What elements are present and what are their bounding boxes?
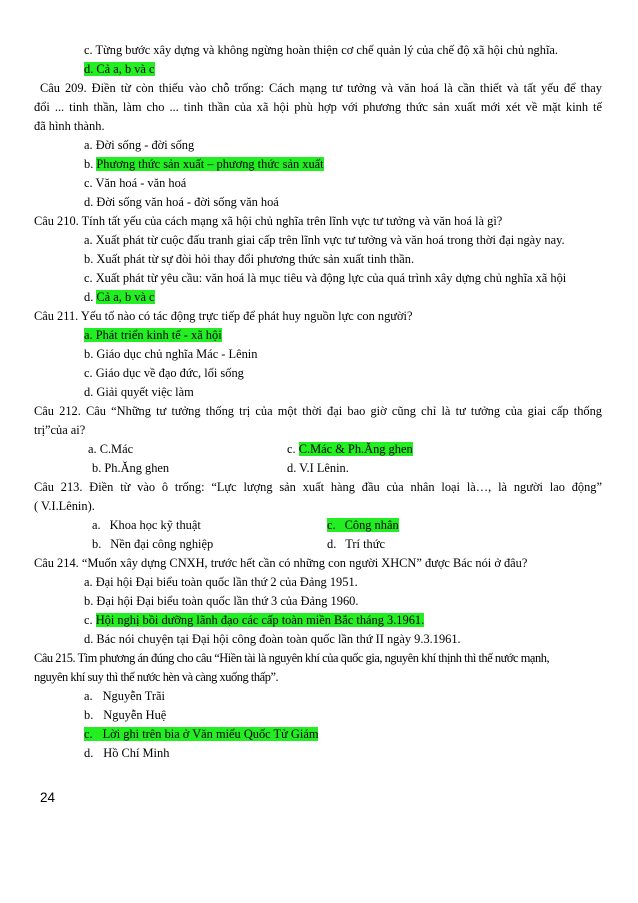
option-text: Trí thức (345, 537, 385, 551)
q210-option-b: b. Xuất phát từ sự đòi hỏi thay đổi phương thức sản xuất tinh thần. (84, 252, 415, 266)
q209-question-line1: Câu 209. Điền từ còn thiếu vào chỗ trống: Cách mạng tư tưởng và văn hoá là cần thiết và tất yếu để thay (40, 81, 602, 95)
q211-option-b: b. Giáo dục chủ nghĩa Mác - Lênin (84, 347, 258, 361)
q213-question-line2: ( V.I.Lênin). (34, 499, 95, 513)
option-text: Nguyễn Trãi (102, 689, 165, 703)
q215-option-c (84, 725, 318, 744)
q211-option-d: d. Giải quyết việc làm (84, 385, 194, 399)
q215-question-line1: Câu 215. Tìm phương án đúng cho câu “Hiền tài là nguyên khí của quốc gia, nguyên khí thịnh thì thế nước mạnh, (34, 651, 550, 665)
q211-option-a (84, 326, 222, 345)
answer-highlight: Phương thức sản xuất – phương thức sản xuất (96, 157, 324, 171)
q213-option-b (92, 535, 213, 554)
option-letter: a. (84, 689, 93, 703)
option-letter: d. (84, 290, 94, 304)
answer-highlight: a. Phát triển kinh tế - xã hội (84, 328, 222, 342)
option-text: Công nhân (344, 518, 399, 532)
q209-option-a: a. Đời sống - đời sống (84, 138, 195, 152)
answer-highlight: C.Mác & Ph.Ăng ghen (298, 442, 413, 456)
option-text: Lời ghi trên bia ở Văn miếu Quốc Tử Giám (102, 727, 319, 741)
answer-highlight: Cả a, b và c (96, 290, 155, 304)
q213-question-line1: Câu 213. Điền từ vào ô trống: “Lực lượng sản xuất hàng đầu của nhân loại là…, là người lao động” (34, 480, 602, 494)
option-text: Nền đại công nghiệp (110, 537, 214, 551)
answer-highlight: d. Cả a, b và c (84, 62, 155, 76)
answer-highlight (327, 518, 399, 532)
q211-question: Câu 211. Yếu tố nào có tác động trực tiếp để phát huy nguồn lực con người? (34, 309, 413, 323)
q214-option-a: a. Đại hội Đại biểu toàn quốc lần thứ 2 của Đảng 1951. (84, 575, 358, 589)
q210-question: Câu 210. Tính tất yếu của cách mạng xã hội chủ nghĩa trên lĩnh vực tư tưởng và văn hoá là gì? (34, 214, 503, 228)
q209-option-c: c. Văn hoá - văn hoá (84, 176, 187, 190)
answer-highlight: Hội nghị bồi dưỡng lãnh đạo các cấp toàn miền Bắc tháng 3.1961. (95, 613, 425, 627)
q208-option-c: c. Từng bước xây dựng và không ngừng hoàn thiện cơ chế quản lý của chế độ xã hội chủ nghĩa. (84, 43, 558, 57)
q214-option-c (84, 611, 424, 630)
q214-option-d: d. Bác nói chuyện tại Đại hội công đoàn toàn quốc lần thứ II ngày 9.3.1961. (84, 632, 461, 646)
option-letter: c. (327, 518, 336, 532)
option-letter: d. (84, 746, 94, 760)
q215-option-d (84, 744, 169, 763)
q210-option-d (84, 288, 155, 307)
q208-option-d (84, 60, 155, 79)
q215-option-b (84, 706, 166, 725)
q215-option-a (84, 687, 165, 706)
q209-option-b (84, 155, 324, 174)
option-text: Hồ Chí Minh (103, 746, 170, 760)
q210-option-a: a. Xuất phát từ cuộc đấu tranh giai cấp trên lĩnh vực tư tưởng và văn hoá trong thời đại ngày nay. (84, 233, 565, 247)
answer-highlight (84, 727, 318, 741)
q209-option-d: d. Đời sống văn hoá - đời sống văn hoá (84, 195, 279, 209)
q210-option-c: c. Xuất phát từ yêu cầu: văn hoá là mục tiêu và động lực của quá trình xây dựng chủ nghĩa xã hội (84, 271, 567, 285)
q209-question-line2: đổi ... tinh thần, làm cho ... tinh thần của xã hội phù hợp với phương thức sản xuất mới xét về mặt kinh tế (34, 100, 602, 114)
option-letter: d. (327, 537, 337, 551)
q212-option-c (287, 440, 413, 459)
q212-question-line2: trị”của ai? (34, 423, 86, 437)
option-letter: c. (287, 442, 296, 456)
q213-option-a (92, 516, 201, 535)
option-letter: c. (84, 727, 93, 741)
q211-option-c: c. Giáo dục về đạo đức, lối sống (84, 366, 244, 380)
option-letter: b. (84, 708, 94, 722)
q212-option-b: b. Ph.Ăng ghen (92, 461, 170, 475)
q214-option-b: b. Đại hội Đại biểu toàn quốc lần thứ 3 của Đảng 1960. (84, 594, 359, 608)
q209-question-line3: đã hình thành. (34, 119, 105, 133)
q212-option-a: a. C.Mác (88, 442, 134, 456)
option-letter: a. (92, 518, 101, 532)
q212-option-d: d. V.I Lênin. (287, 461, 349, 475)
q212-question-line1: Câu 212. Câu “Những tư tưởng thống trị của một thời đại bao giờ cũng chỉ là tư tưởng của giai cấp thống (34, 404, 602, 418)
option-letter: b. (84, 157, 94, 171)
q213-option-d (327, 535, 385, 554)
option-text: Nguyễn Huệ (103, 708, 167, 722)
q215-question-line2: nguyên khí suy thì thế nước hèn và càng xuống thấp”. (34, 670, 279, 684)
option-letter: b. (92, 537, 102, 551)
page-number: 24 (40, 790, 56, 805)
q214-question: Câu 214. “Muốn xây dựng CNXH, trước hết cần có những con người XHCN” được Bác nói ở đâu? (34, 556, 528, 570)
option-text: Khoa học kỹ thuật (109, 518, 201, 532)
q213-option-c (327, 516, 399, 535)
option-letter: c. (84, 613, 93, 627)
